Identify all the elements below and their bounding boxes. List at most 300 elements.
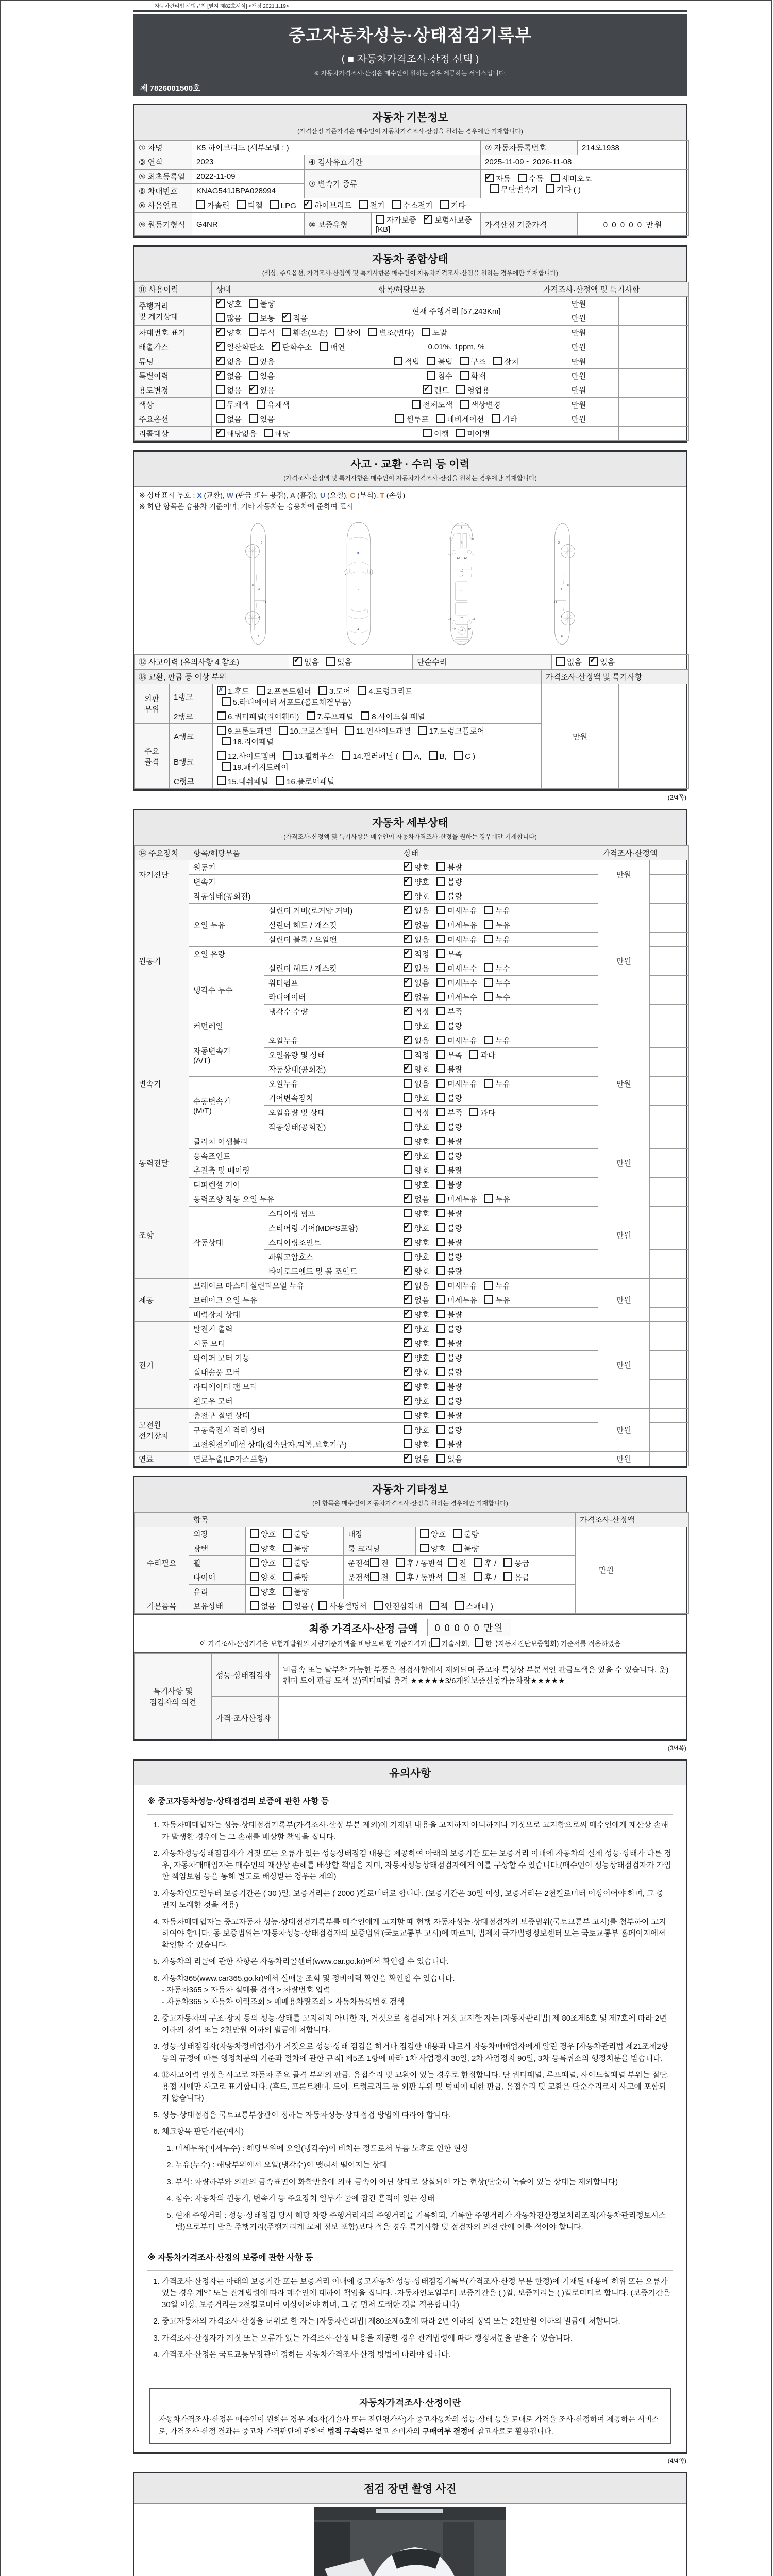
checkbox-checked[interactable] [404, 1007, 412, 1015]
checkbox[interactable] [404, 1165, 412, 1174]
checkbox[interactable] [257, 686, 265, 695]
part-number-label: 4 [357, 628, 359, 631]
checkbox[interactable] [436, 1367, 445, 1376]
checkbox[interactable] [392, 200, 401, 209]
checkbox[interactable] [342, 751, 350, 760]
checkbox[interactable] [436, 1396, 445, 1405]
document-number: 제 7826001500호 [140, 84, 200, 93]
checkbox[interactable] [436, 1252, 445, 1261]
checkbox[interactable] [469, 1050, 478, 1059]
checkbox-checked[interactable] [216, 429, 225, 437]
accident-header [134, 452, 686, 487]
checkbox[interactable] [276, 776, 284, 785]
checkbox-checked[interactable] [404, 978, 412, 987]
special-notes-table [134, 1652, 686, 1739]
checkbox[interactable] [370, 1572, 379, 1581]
checkbox-checked[interactable] [293, 657, 302, 666]
checkbox[interactable] [217, 776, 226, 785]
checkbox[interactable] [423, 429, 432, 437]
checkbox[interactable] [318, 686, 327, 695]
accident-row [134, 654, 686, 669]
part-number-label: 12 [468, 628, 471, 631]
checkbox[interactable] [436, 1093, 445, 1102]
checkbox[interactable] [436, 1050, 445, 1059]
checkbox[interactable] [436, 963, 445, 972]
checkbox[interactable] [436, 1425, 445, 1434]
other-info-title: 자동차 기타정보 [372, 1484, 448, 1496]
special-notes-grid: 특기사항 및 점검자의 의견 성능·상태점검자 비금속 또는 탈부착 가능한 부품은 점검사항에서 제외되며 중고차 특성상 부분적인 판금도색은 있을 수 있습니다. 운) 휀더 도어 판금 도색 운)쿼터패널 충격 ★★★★★3/6개월보증신청가능차량★★★★★ 가격·조사산정자 [134, 1653, 686, 1739]
checkbox[interactable] [431, 1638, 440, 1647]
checkbox[interactable] [436, 1310, 445, 1318]
checkbox-checked[interactable] [589, 657, 598, 666]
checkbox[interactable] [503, 1558, 512, 1567]
checkbox-checked[interactable] [404, 877, 412, 886]
checkbox-checked[interactable] [216, 371, 225, 380]
checkbox[interactable] [484, 1079, 493, 1088]
checkbox[interactable] [436, 1353, 445, 1362]
checkbox[interactable] [436, 1137, 445, 1145]
checkbox-checked[interactable] [404, 1367, 412, 1376]
checkbox-checked[interactable] [404, 963, 412, 972]
part-number-label: 9 [461, 541, 463, 545]
checkbox[interactable] [503, 1572, 512, 1581]
legend-mark-X: X [197, 491, 202, 499]
checkbox[interactable] [420, 1544, 429, 1552]
checkbox[interactable] [484, 1281, 493, 1290]
checkbox-checked[interactable] [404, 1295, 412, 1304]
damage-x-mark: X [357, 552, 359, 556]
checkbox-checked[interactable] [404, 935, 412, 943]
checkbox[interactable] [374, 1601, 383, 1610]
checkbox[interactable] [436, 1382, 445, 1391]
checkbox-checked[interactable] [404, 1194, 412, 1203]
checkbox-checked[interactable] [404, 1064, 412, 1073]
checkbox[interactable] [222, 697, 231, 706]
checkbox[interactable] [453, 1544, 462, 1552]
checkbox[interactable] [456, 385, 465, 394]
checkbox[interactable] [361, 711, 369, 720]
checkbox[interactable] [250, 1529, 259, 1538]
price-survey-select-line: ( ■ 자동차가격조사·산정 선택 ) [341, 54, 479, 65]
checkbox[interactable] [283, 1601, 292, 1610]
checkbox[interactable] [436, 1223, 445, 1232]
checkbox[interactable] [429, 751, 438, 760]
checkbox[interactable] [217, 751, 226, 760]
checkbox-checked[interactable] [282, 313, 291, 322]
part-number-label: 12 [452, 628, 456, 631]
checkbox[interactable] [216, 313, 225, 322]
checkbox[interactable] [484, 1036, 493, 1044]
checkbox[interactable] [216, 414, 225, 423]
checkbox-checked[interactable] [404, 862, 412, 871]
checkbox[interactable] [412, 400, 421, 409]
car-side-right-diagram [531, 521, 593, 647]
checkbox[interactable] [279, 726, 288, 735]
price-survey-definition-text: 자동차가격조사·산정은 매수인이 원하는 경우 제3자(기술사 또는 진단평가사)가 중고자동차의 성능·상태 등을 토대로 가격을 조사·산정하여 제공하는 서비스로, 가격조사·산정 결과는 중고차 가격판단에 관하여 법적 구속력은 없고 소비자의 구매여부 결정에 참고자료로 활용됩니다. [159, 2416, 660, 2436]
checkbox[interactable] [436, 906, 445, 914]
checkbox[interactable] [436, 920, 445, 929]
checkbox[interactable] [326, 657, 335, 666]
notice-item: 2. 중고자동차의 구조·장치 등의 성능·상태를 고지하지 아니한 자, 거짓으로 점검하거나 거짓 고지한 자는 [자동차관리법] 제 80조제6호 및 제7호에 따라 2년 이하의 징역 또는 2천만원 이하의 벌금에 처합니다. [162, 2013, 673, 2036]
checkbox-checked[interactable] [249, 385, 258, 394]
checkbox[interactable] [404, 1439, 412, 1448]
checkbox[interactable] [376, 215, 384, 224]
overall-status-header [134, 247, 686, 282]
checkbox[interactable] [283, 1558, 292, 1567]
detail-status-grid: ⑭ 주요장치 항목/해당부품 상태 가격조사·산정액 자기진단 원동기 ✔ 양호 불량 만원 변속기 ✔ 양호 불량 원동기 작동상태(공회전) ✔ 양호 불량 만원 오일 누유 실린더 커버(로커암 커버) ✔ 없음 미세누유 누유 실린더 헤드 / 개스킷 ✔ 없음 미세누유 누유 실린더 블록 / 오일팬 ✔ 없음 미세누유 누유 오일 유량 ✔ 적정 부족 냉각수 누수 실린더 헤드 / 개스킷 ✔ 없음 미세누수 누수 워터펌프 ✔ 없음 미세누수 누수 라디에이터 ✔ 없음 미세누수 누수 냉각수 수량 ✔ 적정 부족 커먼레일 양호 불량 변속기 자동변속기 (A/T) 오일누유 ✔ 없음 미세누유 누유 만원 오일유량 및 상태 적정 부족 과다 작동상태(공회전) ✔ 양호 불량 수동변속기 (M/T) 오일누유 없음 미세누유 누유 기어변속장치 양호 불량 오일유량 및 상태 적정 부족 과다 작동상태(공회전) 양호 불량 동력전달 클러치 어셈블리 양호 불량 만원 등속죠인트 ✔ 양호 불량 추진축 및 베어링 양호 불량 디퍼렌셜 기어 양호 불량 조향 동력조향 작동 오일 누유 ✔ 없음 미세누유 누유 만원 작동상태 스티어링 펌프 양호 불량 스티어링 기어(MDPS포함) ✔ 양호 불량 스티어링조인트 ✔ 양호 불량 파워고압호스 양호 불량 타이로드엔드 및 볼 조인트 ✔ 양호 불량 제동 브레이크 마스터 실린더오일 누유 ✔ 없음 미세누유 누유 만원 브레이크 오일 누유 ✔ 없음 미세누유 누유 배력장치 상태 ✔ 양호 불량 전기 발전기 출력 ✔ 양호 불량 만원 시동 모터 ✔ 양호 불량 와이퍼 모터 기능 ✔ 양호 불량 실내송풍 모터 ✔ 양호 불량 라디에이터 팬 모터 ✔ 양호 불량 윈도우 모터 ✔ 양호 불량 고전원 전기장치 충전구 절연 상태 양호 불량 만원 구동축전지 격리 상태 양호 불량 고전원전기배선 상태(접속단자,피복,보호기구) 양호 불량 연료 연료누출(LP가스포함) ✔ 없음 있음 만원 [134, 845, 689, 1466]
checkbox[interactable] [307, 711, 315, 720]
overall-status-subtitle: (색상, 주요옵션, 가격조사·산정액 및 특기사항은 매수인이 자동차가격조사·산정을 원하는 경우에만 기재합니다) [262, 269, 559, 277]
basic-info-header [134, 105, 686, 140]
checkbox[interactable] [270, 200, 279, 209]
notice-item: 4. ⑫사고이력 인정은 사고로 자동차 주요 골격 부위의 판금, 용접수리 및 교환이 있는 경우로 한정합니다. 단 쿼터패널, 루프패널, 사이드실패널 부위는 절단, 용접 시에만 사고로 표기합니다. (후드, 프론트펜더, 도어, 트렁크리드 등 외판 부위 및 범퍼에 대한 판금, 용접수리 및 교환은 단순수리로서 사고에 포함되지 않습니다) [162, 2070, 673, 2105]
checkbox[interactable] [456, 429, 465, 437]
checkbox-checked[interactable] [404, 992, 412, 1001]
checkbox[interactable] [249, 414, 258, 423]
checkbox-checked[interactable] [404, 1281, 412, 1290]
other-info-header [134, 1477, 686, 1512]
section-basic-info [133, 104, 687, 238]
notice-item: 2. 중고자동차의 가격조사·산정을 허위로 한 자는 [자동차관리법] 제80조제6호에 따라 2년 이하의 징역 또는 2천만원 이하의 벌금에 처합니다. [162, 2316, 673, 2328]
notice-item: 6. 체크항목 판단기준(예시) 1. 미세누유(미세누수) : 해당부위에 오일(냉각수)이 비치는 정도로서 부품 노후로 인한 현상 2. 누유(누수) : 해당부위에서 오일(냉각수)이 맺혀서 떨어지는 상태 3. 부식: 차량하부와 외판의 금속표면이 화학반응에 의해 금속이 아닌 상태로 상실되어 가는 현상(단순히 녹슬어 있는 상태는 제외합니다) 4. 침수: 자동차의 원동기, 변속기 등 주요장치 일부가 물에 잠긴 흔적이 있는 상태 5. 현재 주행거리 : 성능·상태점검 당시 해당 차량 주행거리계의 주행거리를 기록하되, 기록한 주행거리가 자동차전산정보처리조직(자동차관리정보시스템)으로부터 받은 주행거리(주행거리계 교체 정보 포함)보다 적은 경우 특기사항 및 점검자의 의견 란에 이를 적어야 합니다. [162, 2126, 673, 2233]
basic-info-subtitle: (가격산정 기준가격은 매수인이 자동차가격조사·산정을 원하는 경우에만 기재합니다) [297, 128, 523, 135]
page-marker-4: (4/4쪽) [667, 2457, 686, 2465]
checkbox[interactable] [436, 1281, 445, 1290]
part-number-label: 6 [561, 635, 563, 639]
other-info-table [134, 1512, 686, 1614]
checkbox[interactable] [436, 1238, 445, 1246]
part-number-label: 12 [457, 557, 460, 561]
checkbox[interactable] [404, 1108, 412, 1116]
checkbox-checked[interactable] [404, 1266, 412, 1275]
checkbox[interactable] [546, 184, 554, 193]
checkbox[interactable] [404, 1252, 412, 1261]
checkbox[interactable] [370, 1558, 379, 1567]
accident-title: 사고 · 교환 · 수리 등 이력 [350, 459, 470, 470]
checkbox[interactable] [436, 1266, 445, 1275]
checkbox[interactable] [283, 1544, 292, 1552]
page-marker-3: (3/4쪽) [667, 1744, 686, 1752]
checkbox[interactable] [320, 342, 328, 351]
form-regulation-note: 자동차관리법 시행규칙 [별지 제82호서식] <개정 2021.1.19> [155, 4, 289, 9]
part-number-label: 16 [460, 590, 463, 594]
checkbox[interactable] [436, 1180, 445, 1189]
checkbox[interactable] [283, 1587, 292, 1596]
checkbox-checked[interactable] [216, 342, 225, 351]
part-number-label: 19 [460, 615, 463, 619]
checkbox[interactable] [249, 328, 258, 336]
checkbox[interactable] [222, 737, 231, 745]
checkbox[interactable] [250, 1544, 259, 1552]
checkbox[interactable] [216, 385, 225, 394]
overall-status-title: 자동차 종합상태 [372, 253, 448, 265]
checkbox[interactable] [484, 1194, 493, 1203]
checkbox[interactable] [484, 935, 493, 943]
checkbox[interactable] [436, 1007, 445, 1015]
exchange-panel-table [134, 669, 686, 789]
checkbox[interactable] [345, 726, 354, 735]
checkbox[interactable] [249, 299, 258, 308]
checkbox-checked[interactable] [404, 1223, 412, 1232]
checkbox[interactable] [404, 1425, 412, 1434]
checkbox-x-marked[interactable] [217, 686, 226, 695]
checkbox[interactable] [436, 1295, 445, 1304]
car-damage-diagram [134, 516, 686, 654]
part-number-label: 5 [461, 526, 463, 530]
checkbox[interactable] [436, 1021, 445, 1030]
checkbox[interactable] [436, 1108, 445, 1116]
legend-mark-A: A [290, 491, 295, 499]
final-price-value: 0 0 0 0 0 만원 [427, 1619, 512, 1636]
checkbox[interactable] [217, 726, 226, 735]
part-number-label: 2 [261, 541, 262, 545]
checkbox[interactable] [427, 357, 435, 365]
car-side-left-diagram [227, 521, 289, 647]
checkbox[interactable] [448, 1558, 457, 1567]
checkbox[interactable] [404, 1122, 412, 1131]
notice-section-2-title: ※ 자동차가격조사·산정의 보증에 관한 사항 등 [147, 2247, 673, 2271]
checkbox[interactable] [395, 414, 404, 423]
part-number-label: 15 [460, 575, 463, 579]
checkbox[interactable] [358, 686, 366, 695]
accident-history-row: ⑫ 사고이력 (유의사항 4 참조) ✔ 없음 있음 단순수리 없음 ✔있음 [134, 654, 689, 669]
checkbox[interactable] [264, 429, 273, 437]
checkbox[interactable] [430, 1601, 439, 1610]
checkbox[interactable] [250, 1587, 259, 1596]
legend-note: ※ 하단 항목은 승용차 기준이며, 기타 자동차는 승용차에 준하여 표시 [139, 502, 354, 511]
checkbox-checked[interactable] [404, 920, 412, 929]
checkbox[interactable] [454, 751, 463, 760]
checkbox[interactable] [404, 1021, 412, 1030]
notice-subitem: 4. 침수: 자동차의 원동기, 변속기 등 주요장치 일부가 물에 잠긴 흔적이 있는 상태 [175, 2193, 673, 2205]
part-number-label: 10 [460, 569, 463, 573]
checkbox[interactable] [490, 184, 499, 193]
checkbox[interactable] [403, 751, 412, 760]
document-title: 중고자동차성능·상태점검기록부 [288, 26, 532, 45]
checkbox[interactable] [249, 371, 258, 380]
price-survey-note: ※ 자동차가격조사·산정은 매수인이 원하는 경우 제공하는 서비스입니다. [314, 70, 507, 77]
section-detail-status [133, 809, 687, 1468]
checkbox-checked[interactable] [485, 174, 494, 182]
car-top-diagram [325, 521, 392, 647]
checkbox[interactable] [404, 1050, 412, 1059]
checkbox[interactable] [436, 1036, 445, 1044]
checkbox[interactable] [455, 1601, 464, 1610]
checkbox-checked[interactable] [404, 1353, 412, 1362]
exchange-grid: ⑬ 교환, 판금 등 이상 부위 가격조사·산정액 및 특기사항 외판 부위 1랭크 ✗1.후드 2.프론트휀더 3.도어 4.트렁크리드 5.라디에이터 서포트(볼트체결부품) 만원 2랭크 6.쿼터패널(리어휀더) 7.루프패널 8.사이드실 패널 주요 골격 A랭크 9.프론트패널 10.크로스멤버 11.인사이드패널 17.트렁크플로어 18.리어패널 B랭크 12.사이드멤버 13.휠하우스 14.필러패널 ( A, B, C ) 19.패키지트레이 C랭크 15.대쉬패널 16.플로어패널 [134, 669, 689, 789]
part-number-label: 6 [258, 635, 260, 639]
checkbox[interactable] [484, 992, 493, 1001]
photos-title: 점검 장면 촬영 사진 [364, 2483, 457, 2496]
checkbox-checked[interactable] [404, 1238, 412, 1246]
checkbox[interactable] [474, 1558, 482, 1567]
checkbox[interactable] [394, 357, 402, 365]
other-info-grid: 항목 가격조사·산정액 수리필요 외장 양호 불량 내장 양호 불량 만원 광택 양호 불량 룸 크리닝 양호 불량 휠 양호 불량 운전석 전 후 / 동반석 전 후 / 응급 타이어 양호 불량 운전석 전 후 / 동반석 전 후 / 응급 유리 양호 불량 기본품목 보유상태 없음 있음 ( 사용설명서 안전삼각대 잭 스패너 ) [134, 1512, 689, 1614]
notices-body [134, 1785, 686, 2375]
checkbox[interactable] [474, 1572, 482, 1581]
checkbox[interactable] [404, 1079, 412, 1088]
checkbox[interactable] [436, 891, 445, 900]
checkbox[interactable] [460, 357, 469, 365]
checkbox[interactable] [436, 949, 445, 958]
checkbox[interactable] [436, 1122, 445, 1131]
legend-mark-C: C [350, 491, 356, 499]
document-content [133, 1, 687, 2576]
checkbox[interactable] [436, 1209, 445, 1217]
final-price-label: 최종 가격조사·산정 금액 [309, 1623, 418, 1635]
notice-list-1 [147, 1820, 673, 2008]
checkbox[interactable] [222, 762, 231, 771]
checkbox[interactable] [492, 414, 500, 423]
checkbox-checked[interactable] [404, 1324, 412, 1333]
checkbox[interactable] [335, 328, 344, 336]
checkbox[interactable] [282, 328, 291, 336]
checkbox[interactable] [484, 1295, 493, 1304]
section-notices [133, 1759, 687, 2454]
checkbox[interactable] [249, 313, 258, 322]
part-number-label: 13 [448, 617, 451, 621]
checkbox[interactable] [404, 1209, 412, 1217]
detail-status-header [134, 810, 686, 845]
checkbox[interactable] [436, 1324, 445, 1333]
notice-subitem: 1. 미세누유(미세누수) : 해당부위에 오일(냉각수)이 비치는 정도로서 부품 노후로 인한 현상 [175, 2143, 673, 2155]
checkbox[interactable] [475, 1638, 483, 1647]
checkbox[interactable] [217, 711, 226, 720]
checkbox[interactable] [436, 1454, 445, 1463]
checkbox[interactable] [518, 174, 527, 182]
car-underbody-diagram [428, 521, 495, 647]
checkbox-checked[interactable] [404, 891, 412, 900]
checkbox[interactable] [436, 1165, 445, 1174]
checkbox[interactable] [283, 1572, 292, 1581]
checkbox[interactable] [436, 1079, 445, 1088]
checkbox[interactable] [420, 1529, 429, 1538]
checkbox-checked[interactable] [304, 200, 312, 209]
checkbox-checked[interactable] [216, 299, 225, 308]
final-price-note: 이 가격조사·산정가격은 보험개발원의 차량기준가액을 바탕으로 한 기준가격과 ( 기술사회, 한국자동차진단보증협회) 기준서를 적용하였음 [134, 1637, 686, 1652]
photos-header [134, 2473, 686, 2504]
notice-item: 1. 가격조사·산정자는 아래의 보증기간 또는 보증거리 이내에 중고자동차 성능·상태점검기록부(가격조사·산정 부분 한정)에 기재된 내용에 허위 또는 오류가 있는 경우 계약 또는 관계법령에 따라 매수인에 대하여 책임을 집니다. ·자동차인도일부터 보증기간은 ( )일, 보증거리는 ( )킬로미터로 합니다. (보증기간은 30일 이상, 보증거리는 2천킬로미터 이상이어야 하며, 그 중 먼저 도래한 것을 적용합니다) [162, 2276, 673, 2311]
checkbox-checked[interactable] [404, 1338, 412, 1347]
checkbox[interactable] [404, 1411, 412, 1419]
checkbox-checked[interactable] [404, 949, 412, 958]
checkbox[interactable] [436, 978, 445, 987]
notice-item: 5. 성능·상태점검은 국토교통부장관이 정하는 자동차성능·상태점검 방법에 따라야 합니다. [162, 2110, 673, 2122]
checkbox[interactable] [484, 963, 493, 972]
detail-status-subtitle: (가격조사·산정액 및 특기사항은 매수인이 자동차가격조사·산정을 원하는 경우에만 기재합니다) [283, 833, 537, 840]
checkbox[interactable] [551, 174, 560, 182]
checkbox[interactable] [250, 1601, 259, 1610]
checkbox[interactable] [249, 357, 258, 365]
checkbox[interactable] [484, 978, 493, 987]
part-number-label: 7 [357, 589, 359, 592]
checkbox-checked[interactable] [272, 342, 280, 351]
checkbox[interactable] [453, 1529, 462, 1538]
checkbox-checked[interactable] [404, 1036, 412, 1044]
checkbox[interactable] [396, 1572, 405, 1581]
checkbox[interactable] [283, 1529, 292, 1538]
checkbox[interactable] [396, 1558, 405, 1567]
checkbox[interactable] [250, 1558, 259, 1567]
checkbox[interactable] [436, 992, 445, 1001]
checkbox[interactable] [196, 200, 205, 209]
notices-header [134, 1761, 686, 1785]
section-other-info [133, 1476, 687, 1741]
checkbox-checked[interactable] [404, 1454, 412, 1463]
checkbox[interactable] [484, 920, 493, 929]
notice-subitem: 3. 부식: 차량하부와 외판의 금속표면이 화학반응에 의해 금속이 아닌 상태로 상실되어 가는 현상(단순히 녹슬어 있는 상태는 제외합니다) [175, 2177, 673, 2189]
checkbox[interactable] [318, 1601, 327, 1610]
checkbox[interactable] [404, 1137, 412, 1145]
notices-title: 유의사항 [389, 1768, 431, 1780]
notice-item: 4. 자동차매매업자는 중고자동차 성능·상태점검기록부를 매수인에게 고지할 때 현행 자동차성능·상태점검자의 보증범위(국토교통부 고시)를 첨부하여 고지하여야 합니다. 동 보증범위는 '자동차성능·상태점검자의 보증범위'(국토교통부 고시)에 따르며, 법제처 국가법령정보센터 또는 국토교통부 홈페이지에서 확인할 수 있습니다. [162, 1917, 673, 1952]
checkbox[interactable] [250, 1572, 259, 1581]
checkbox[interactable] [436, 862, 445, 871]
checkbox[interactable] [436, 935, 445, 943]
checkbox-checked[interactable] [423, 385, 432, 394]
checkbox[interactable] [359, 200, 368, 209]
checkbox-checked[interactable] [216, 328, 225, 336]
checkbox-checked[interactable] [404, 1396, 412, 1405]
checkbox[interactable] [460, 400, 469, 409]
checkbox[interactable] [448, 1572, 457, 1581]
checkbox-checked[interactable] [404, 1310, 412, 1318]
checkbox[interactable] [237, 200, 246, 209]
checkbox[interactable] [436, 414, 445, 423]
part-number-label: 3 [258, 615, 260, 619]
status-mark-legend: ※ 상태표시 부호 : X (교환), W (판금 또는 용접), A (흠집), U (요철), C (부식), T (손상) [139, 491, 406, 499]
notice-subitem: 2. 누유(누수) : 해당부위에서 오일(냉각수)이 맺혀서 떨어지는 상태 [175, 2160, 673, 2172]
checkbox[interactable] [283, 751, 292, 760]
checkbox[interactable] [404, 1180, 412, 1189]
checkbox-checked[interactable] [404, 906, 412, 914]
checkbox[interactable] [436, 1151, 445, 1160]
checkbox-checked[interactable] [216, 357, 225, 365]
checkbox[interactable] [440, 200, 449, 209]
checkbox[interactable] [368, 328, 377, 336]
checkbox[interactable] [556, 657, 565, 666]
checkbox[interactable] [460, 371, 469, 380]
detail-status-title: 자동차 세부상태 [372, 817, 448, 829]
checkbox[interactable] [469, 1108, 478, 1116]
checkbox[interactable] [436, 1338, 445, 1347]
checkbox-checked[interactable] [404, 1151, 412, 1160]
checkbox[interactable] [422, 328, 430, 336]
checkbox[interactable] [418, 726, 427, 735]
checkbox[interactable] [436, 1439, 445, 1448]
page-marker-2: (2/4쪽) [667, 794, 686, 801]
overall-status-grid: ⑪ 사용이력 상태 항목/해당부품 가격조사·산정액 및 특기사항 주행거리 및 계기상태 ✔양호 불량 현재 주행거리 [57,243Km] 만원 많음 보통 ✔적음 만원 차대번호 표기 ✔ 양호 부식 훼손(오손) 상이 변조(변타) 도말 만원 배출가스 ✔ 일산화탄소 ✔탄화수소 매연 0.01%, 1ppm, % 만원 튜닝 ✔ 없음 있음 적법 불법 구조 장치 만원 특별이력 ✔ 없음 있음 침수 화재 만원 용도변경 없음 ✔있음 ✔ 렌트 영업용 만원 색상 무채색 유채색 전체도색 색상변경 만원 주요옵션 없음 있음 썬루프 네비게이션 기타 만원 리콜대상 ✔ 해당없음 해당 이행 미이행 [134, 282, 689, 441]
checkbox[interactable] [436, 1064, 445, 1073]
checkbox[interactable] [436, 877, 445, 886]
checkbox[interactable] [216, 400, 225, 409]
part-number-label: 13 [448, 554, 451, 557]
checkbox[interactable] [427, 371, 435, 380]
checkbox[interactable] [484, 906, 493, 914]
checkbox[interactable] [257, 400, 265, 409]
checkbox[interactable] [436, 1194, 445, 1203]
checkbox[interactable] [404, 1093, 412, 1102]
checkbox-checked[interactable] [424, 215, 432, 224]
checkbox[interactable] [493, 357, 502, 365]
notice-item: 3. 성능·상태점검자(자동차정비업자)가 거짓으로 성능·상태 점검을 하거나 점검한 내용과 다르게 자동차매매업자에게 알린 경우 [자동차관리법 제21조제2항 등의 규정에 따른 행정처분의 기준과 절차에 관한 규칙] 제5조 1항에 따라 1차 사업정지 30일, 2차 사업정지 90일, 3차 등록취소의 행정처분을 받습니다. [162, 2041, 673, 2064]
checkbox[interactable] [436, 1411, 445, 1419]
part-number-label: 3 [560, 588, 562, 591]
checkbox-checked[interactable] [404, 1382, 412, 1391]
part-number-label: 17 [460, 629, 463, 632]
part-number-label: 3 [560, 615, 562, 619]
price-survey-definition-box [149, 2388, 671, 2444]
